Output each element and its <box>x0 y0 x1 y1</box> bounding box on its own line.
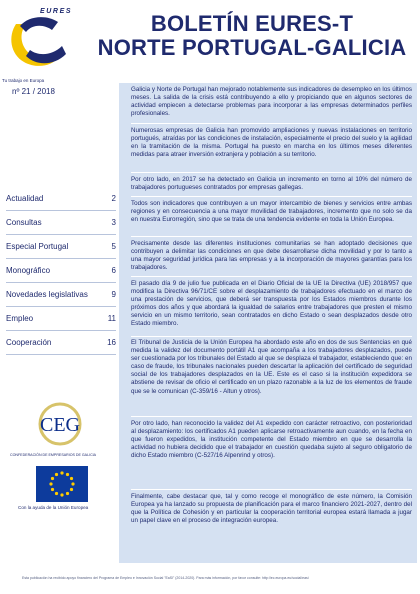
toc-item-especial-portugal[interactable] <box>6 234 116 259</box>
divider <box>131 489 412 490</box>
paragraph-9: Finalmente, cabe destacar que, tal y como recoge el monográfico de este número, la Comisión Europea ya ha lanzado su propuesta de planificación para el marco financiero 2021-2027, dentro del que la Política de Cohesión y en particular la cooperación territorial europea estará llamada a jugar un papel clave en el proceso de integración europea. <box>131 493 412 525</box>
main-text-panel <box>119 83 417 563</box>
eures-logo-icon <box>6 6 76 84</box>
toc-page: 2 <box>111 193 116 203</box>
eures-logo <box>6 6 76 86</box>
toc-item-actualidad[interactable] <box>6 186 116 211</box>
title-line-2: NORTE PORTUGAL-GALICIA <box>97 35 407 60</box>
title-line-1: BOLETÍN EURES-T <box>150 11 354 36</box>
paragraph-4: Todos son indicadores que contribuyen a un mayor intercambio de bienes y servicios entre ambas regiones y en consecuencia a una mayor movilidad de trabajadores, incremento que no solo se da en nuestra Eurorregión, sino que se trata de una tendencia evidente en toda la Unión Europea. <box>131 200 412 224</box>
toc-item-monografico[interactable] <box>6 258 116 283</box>
toc-page: 9 <box>111 289 116 299</box>
eu-stars <box>36 466 88 502</box>
toc-item-empleo[interactable] <box>6 306 116 331</box>
toc-page: 5 <box>111 241 116 251</box>
eu-flag-icon <box>36 466 88 502</box>
toc-label: Actualidad <box>6 193 44 203</box>
toc-page: 3 <box>111 217 116 227</box>
toc-label: Novedades legislativas <box>6 289 88 299</box>
divider <box>131 196 412 197</box>
toc-item-consultas[interactable] <box>6 210 116 235</box>
toc-item-cooperacion[interactable] <box>6 330 116 355</box>
eu-caption: Con la ayuda de la Unión Europea <box>18 505 89 510</box>
divider <box>131 336 412 337</box>
toc-label: Cooperación <box>6 337 52 347</box>
paragraph-2: Numerosas empresas de Galicia han promovido ampliaciones y nuevas instalaciones en territorio portugués, atraídas por las condiciones de instalación, especialmente el precio del suelo y la agilidad en la tramitación de la misma. Portugal ha puesto en marcha en los últimos meses diferentes medidas para atraer inversión extranjera y población a su territorio. <box>131 127 412 159</box>
toc-label: Monográfico <box>6 265 51 275</box>
paragraph-3: Por otro lado, en 2017 se ha detectado en Galicia un incremento en torno al 10% del número de trabajadores portugueses contratados por empresas gallegas. <box>131 176 412 192</box>
paragraph-1: Galicia y Norte de Portugal han mejorado notablemente sus indicadores de desempleo en los últimos meses. La salida de la crisis está contribuyendo a ello y propiciando que en algunos sectores de actividad empiecen a detectarse problemas para incorporar a las empresas determinados perfiles profesionales. <box>131 86 412 118</box>
logo-text: EURES <box>40 8 73 15</box>
divider <box>131 236 412 237</box>
toc-page: 6 <box>111 265 116 275</box>
toc-item-novedades-legislativas[interactable] <box>6 282 116 307</box>
logo-caption: Tu trabajo en Europa <box>2 78 45 83</box>
divider <box>131 123 412 124</box>
paragraph-7: El Tribunal de Justicia de la Unión Europea ha abordado este año en dos de sus Sentencias en qué medida la validez del documento portátil A1 que acompaña a los trabajadores desplazados, puede ser cuestionada por los tribunales del Estado al que se desplaza el trabajador, estableciendo que: en caso de fraude, los tribunales nacionales pueden descartar la aplicación del certificado de seguridad social de los trabajadores desplazados en la UE. Este es el caso si la institución expedidora se abstiene de revisar de oficio el certificado en un plazo razonable a la luz de los elementos de fraude que se le comunican (C-359/16 - Altun y otros). <box>131 339 412 395</box>
toc-page: 16 <box>107 337 116 347</box>
paragraph-8: Por otro lado, han reconocido la validez del A1 expedido con carácter retroactivo, con posterioridad al desplazamiento: los certificados A1 pueden aplicarse retroactivamente aun cuando, en la fecha en que fueron expedidos, la institución competente del Estado miembro en que se desarrolla la actividad no hubiera decidido que el trabajador en cuestión quedaba sujeto al seguro obligatorio de dicho Estado miembro (C-527/16 Alpenrind y otros). <box>131 420 412 460</box>
newsletter-title <box>92 12 412 60</box>
ceg-logo-icon <box>10 398 110 453</box>
toc-label: Empleo <box>6 313 34 323</box>
paragraph-5: Precisamente desde las diferentes instituciones comunitarias se han adoptado decisiones que contribuyen a delimitar las condiciones en que debe desarrollarse dicha movilidad y por lo tanto a una mayor seguridad jurídica para las empresas y a la incorporación de mayores garantías para los trabajadores. <box>131 240 412 272</box>
toc-label: Consultas <box>6 217 42 227</box>
ceg-logo-text: CEG <box>40 414 80 436</box>
ceg-caption: CONFEDERACIÓN DE EMPRESARIOS DE GALICIA <box>10 453 97 457</box>
toc-label: Especial Portugal <box>6 241 69 251</box>
paragraph-6: El pasado día 9 de julio fue publicada en el Diario Oficial de la UE la Directiva (UE) 2018/957 que modifica la Directiva 96/71/CE sobre el desplazamiento de trabajadores efectuado en el marco de una prestación de servicios, que deberá ser transpuesta por los Estados miembros durante los próximos dos años y que abordará la igualdad de salarios entre trabajadores que presten el mismo servicio en un mismo territorio, sean contratados en dicho Estado o sean desplazados desde otro Estado miembro. <box>131 280 412 328</box>
divider <box>131 276 412 277</box>
ceg-logo <box>10 398 110 453</box>
issue-number: nº 21 / 2018 <box>12 87 55 96</box>
footer-note: Esta publicación ha recibido apoyo financiero del Programa de Empleo e Innovación Social "EaSI" (2014-2020). Para más información, por favor consulte: http://ec.europa.eu/social/easi <box>22 576 309 580</box>
divider <box>131 172 412 173</box>
divider <box>131 416 412 417</box>
toc-page: 11 <box>107 313 116 323</box>
